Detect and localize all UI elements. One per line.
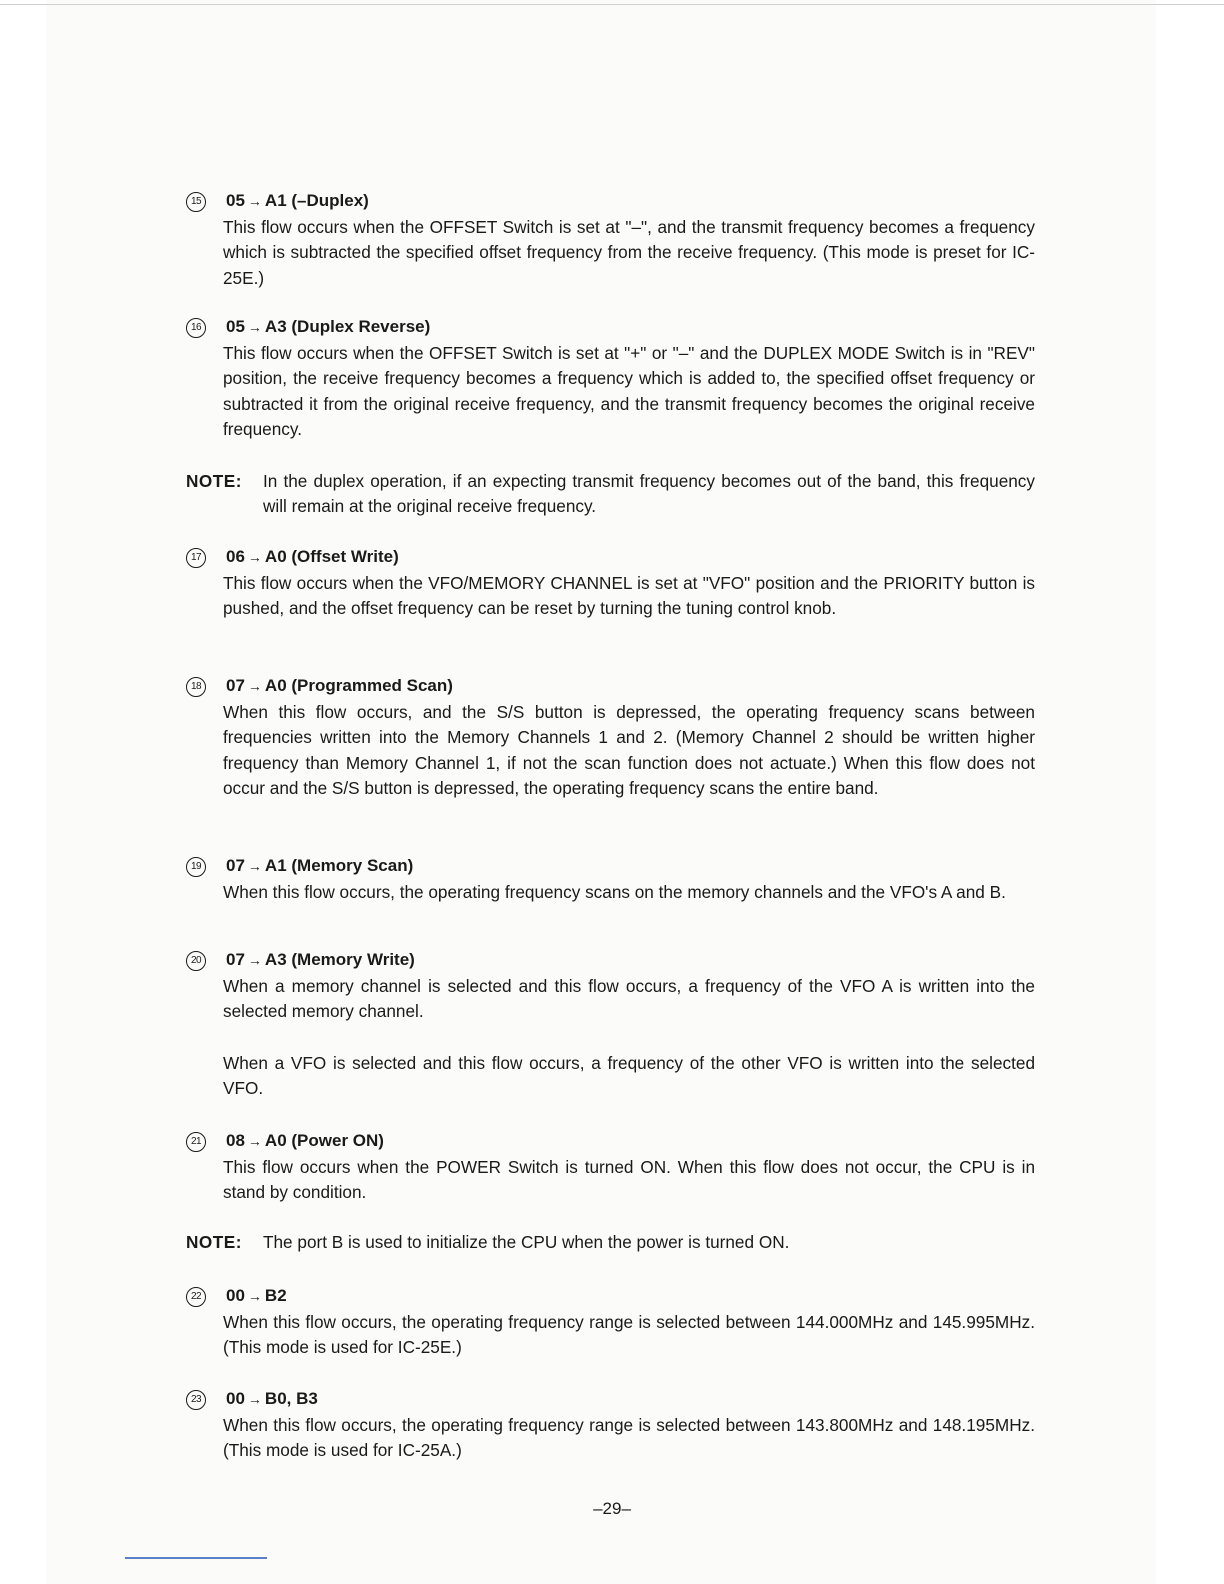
bottom-rule bbox=[125, 1557, 267, 1559]
arrow-icon: → bbox=[247, 549, 262, 565]
item-body: When a memory channel is selected and this flow occurs, a frequency of the VFO A is written into the selected memory channel. When a VFO is selected and this flow occurs, a frequency of the other VFO is written into the selected VFO. bbox=[223, 976, 1035, 1098]
note-label: NOTE: bbox=[186, 1232, 242, 1252]
item-title: 07 → A0 (Programmed Scan) bbox=[226, 676, 453, 695]
item-number: 17 bbox=[186, 548, 206, 568]
item-body: When this flow occurs, the operating frequency range is selected between 143.800MHz and 148.195MHz. (This mode is used for IC-25A.) bbox=[223, 1415, 1035, 1461]
arrow-icon: → bbox=[247, 193, 262, 209]
note-text: The port B is used to initialize the CPU when the power is turned ON. bbox=[263, 1232, 790, 1252]
item-number: 20 bbox=[186, 951, 206, 971]
item-body: This flow occurs when the VFO/MEMORY CHANNEL is set at "VFO" position and the PRIORITY button is pushed, and the offset frequency can be reset by turning the tuning control knob. bbox=[223, 573, 1035, 619]
item-body: When this flow occurs, and the S/S button is depressed, the operating frequency scans between frequencies written into the Memory Channels 1 and 2. (Memory Channel 2 should be written higher frequency than Memory Channel 1, if not the scan function does not actuate.) When this flow does not occur and the S/S button is depressed, the operating frequency scans the entire band. bbox=[223, 702, 1035, 798]
item-number: 23 bbox=[186, 1390, 206, 1410]
arrow-icon: → bbox=[247, 678, 262, 694]
item-body: This flow occurs when the POWER Switch is turned ON. When this flow does not occur, the CPU is in stand by condition. bbox=[223, 1157, 1035, 1203]
item-number: 15 bbox=[186, 192, 206, 212]
page-number: –29– bbox=[593, 1499, 631, 1518]
arrow-icon: → bbox=[247, 1288, 262, 1304]
arrow-icon: → bbox=[247, 1133, 262, 1149]
arrow-icon: → bbox=[247, 952, 262, 968]
item-body: When this flow occurs, the operating frequency range is selected between 144.000MHz and 145.995MHz. (This mode is used for IC-25E.) bbox=[223, 1312, 1035, 1358]
item-number: 22 bbox=[186, 1287, 206, 1307]
item-body: This flow occurs when the OFFSET Switch is set at "+" or "–" and the DUPLEX MODE Switch is in "REV" position, the receive frequency becomes a frequency which is added to, the specified offset frequency or subtracted it from the original receive frequency, and the transmit frequency becomes the original receive frequency. bbox=[223, 343, 1035, 439]
item-title: 06 → A0 (Offset Write) bbox=[226, 547, 399, 566]
arrow-icon: → bbox=[247, 1391, 262, 1407]
item-title: 07 → A3 (Memory Write) bbox=[226, 950, 415, 969]
item-body: This flow occurs when the OFFSET Switch is set at "–", and the transmit frequency becomes a frequency which is subtracted the specified offset frequency from the receive frequency. (This mode is preset for IC-25E.) bbox=[223, 217, 1035, 288]
item-title: 05 → A3 (Duplex Reverse) bbox=[226, 317, 431, 336]
item-number: 21 bbox=[186, 1132, 206, 1152]
item-title: 00 → B2 bbox=[226, 1286, 287, 1305]
note-label: NOTE: bbox=[186, 471, 242, 491]
item-number: 19 bbox=[186, 857, 206, 877]
item-title: 00 → B0, B3 bbox=[226, 1389, 318, 1408]
item-title: 05 → A1 (–Duplex) bbox=[226, 191, 369, 210]
item-body: When this flow occurs, the operating frequency scans on the memory channels and the VFO's A and B. bbox=[223, 882, 1006, 902]
top-rule bbox=[0, 4, 1224, 5]
arrow-icon: → bbox=[247, 319, 262, 335]
item-title: 08 → A0 (Power ON) bbox=[226, 1131, 384, 1150]
item-number: 16 bbox=[186, 318, 206, 338]
item-number: 18 bbox=[186, 677, 206, 697]
item-title: 07 → A1 (Memory Scan) bbox=[226, 856, 414, 875]
arrow-icon: → bbox=[247, 858, 262, 874]
note-text: In the duplex operation, if an expecting transmit frequency becomes out of the band, this frequency will remain at the original receive frequency. bbox=[263, 471, 1035, 517]
